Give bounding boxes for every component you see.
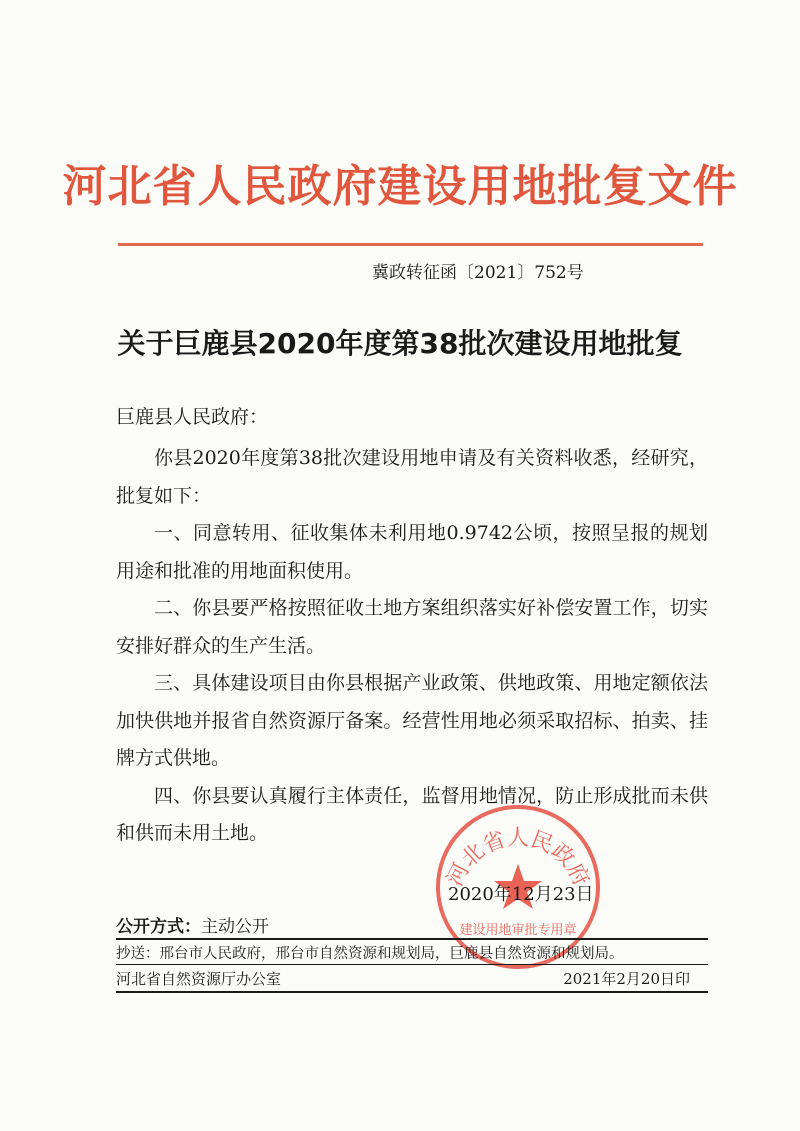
body-paragraph: 二、你县要严格按照征收土地方案组织落实好补偿安置工作，切实安排好群众的生产生活。 [116,597,708,657]
header-title: 河北省人民政府建设用地批复文件 [62,161,738,212]
body-paragraph: 一、同意转用、征收集体未利用地0.9742公顷，按照呈报的规划用途和批准的用地面积使用。 [116,522,708,582]
signing-date: 2020年12月23日 [448,884,594,905]
footer-rule-top [116,938,708,940]
red-divider [118,243,703,246]
body-paragraph: 你县2020年度第38批次建设用地申请及有关资料收悉，经研究，批复如下： [116,447,708,507]
document-number: 冀政转征函〔2021〕752号 [372,263,584,283]
document-title: 关于巨鹿县2020年度第38批次建设用地批复 [117,327,683,360]
print-date: 2021年2月20日印 [563,970,690,988]
issuing-office: 河北省自然资源厅办公室 [116,970,282,988]
cc-list: 抄送：邢台市人民政府，邢台市自然资源和规划局，巨鹿县自然资源和规划局。 [116,946,624,962]
body-paragraph: 三、具体建设项目由你县根据产业政策、供地政策、用地定额依法加快供地并报省自然资源厅备案。经营性用地必须采取招标、拍卖、挂牌方式供地。 [116,672,708,769]
disclosure [116,912,269,937]
disclosure-label: 公开方式： [116,917,201,937]
salutation: 巨鹿县人民政府： [116,406,269,428]
footer-rule-middle [116,964,708,965]
disclosure-value: 主动公开 [201,917,269,937]
body-paragraph: 四、你县要认真履行主体责任，监督用地情况，防止形成批而未供和供而未用土地。 [116,784,708,844]
seal-purpose-text: 建设用地审批专用章 [459,923,577,938]
footer-rule-bottom [116,991,708,993]
seal-org-text: 河北省人民政府 [442,825,594,891]
body-text [116,440,708,853]
